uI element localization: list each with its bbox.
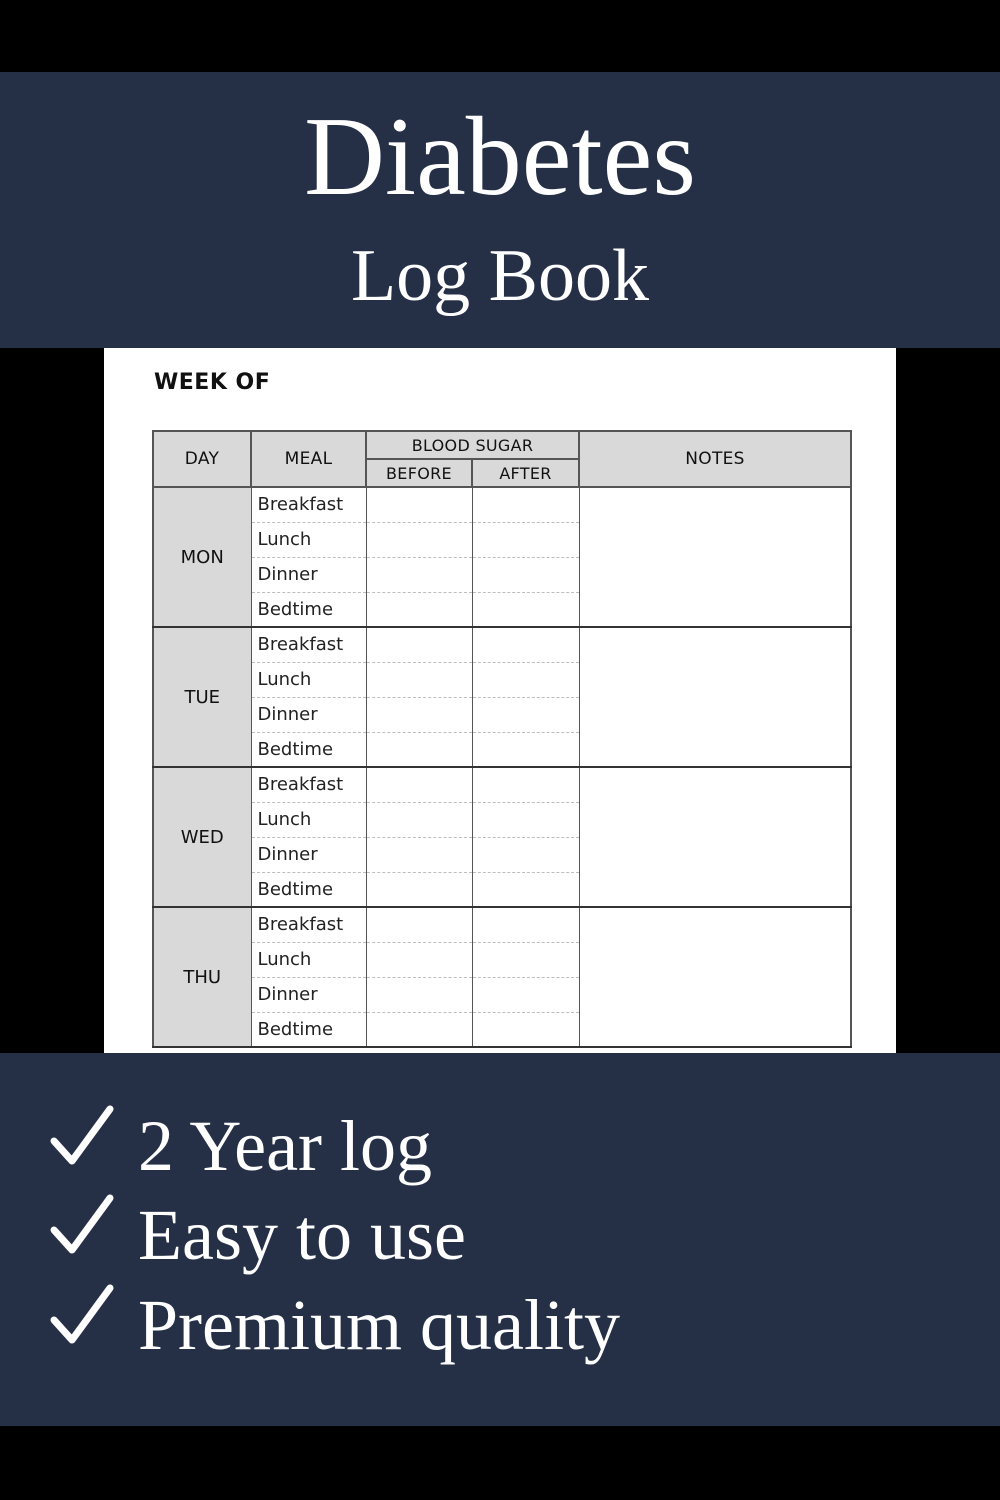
header-blood-sugar: BLOOD SUGAR — [366, 431, 579, 459]
meal-label: Breakfast — [251, 767, 366, 802]
header-before: BEFORE — [366, 459, 472, 487]
blood-sugar-after-cell — [472, 522, 579, 557]
day-label: WED — [153, 767, 251, 907]
meal-label: Bedtime — [251, 732, 366, 767]
feature-label: Premium quality — [138, 1285, 620, 1365]
blood-sugar-before-cell — [366, 802, 472, 837]
blood-sugar-after-cell — [472, 977, 579, 1012]
day-label: THU — [153, 907, 251, 1047]
blood-sugar-before-cell — [366, 487, 472, 522]
meal-label: Breakfast — [251, 907, 366, 942]
table-row — [153, 627, 851, 662]
log-table-body — [153, 487, 851, 1047]
blood-sugar-after-cell — [472, 592, 579, 627]
notes-cell — [579, 767, 851, 907]
blood-sugar-before-cell — [366, 557, 472, 592]
meal-label: Lunch — [251, 662, 366, 697]
notes-cell — [579, 487, 851, 627]
blood-sugar-before-cell — [366, 522, 472, 557]
blood-sugar-after-cell — [472, 942, 579, 977]
log-page-preview — [104, 348, 896, 1053]
feature-label: 2 Year log — [138, 1106, 433, 1186]
blood-sugar-before-cell — [366, 942, 472, 977]
blood-sugar-before-cell — [366, 977, 472, 1012]
blood-sugar-before-cell — [366, 732, 472, 767]
table-row — [153, 487, 851, 522]
meal-label: Bedtime — [251, 1012, 366, 1047]
header-notes: NOTES — [579, 431, 851, 487]
blood-sugar-before-cell — [366, 907, 472, 942]
blood-sugar-after-cell — [472, 627, 579, 662]
blood-sugar-before-cell — [366, 592, 472, 627]
blood-sugar-after-cell — [472, 907, 579, 942]
blood-sugar-after-cell — [472, 732, 579, 767]
blood-sugar-after-cell — [472, 767, 579, 802]
cover-subtitle: Log Book — [350, 235, 650, 317]
blood-sugar-after-cell — [472, 697, 579, 732]
blood-sugar-before-cell — [366, 837, 472, 872]
checkmark-icon — [48, 1103, 114, 1174]
meal-label: Dinner — [251, 557, 366, 592]
meal-label: Lunch — [251, 942, 366, 977]
blood-sugar-after-cell — [472, 1012, 579, 1047]
day-label: MON — [153, 487, 251, 627]
meal-label: Dinner — [251, 837, 366, 872]
feature-item — [48, 1282, 948, 1372]
blood-sugar-before-cell — [366, 662, 472, 697]
blood-sugar-after-cell — [472, 487, 579, 522]
meal-label: Breakfast — [251, 487, 366, 522]
week-of-label: WEEK OF — [154, 370, 271, 395]
meal-label: Bedtime — [251, 592, 366, 627]
blood-sugar-before-cell — [366, 1012, 472, 1047]
blood-sugar-after-cell — [472, 802, 579, 837]
blood-sugar-before-cell — [366, 767, 472, 802]
blood-sugar-after-cell — [472, 872, 579, 907]
meal-label: Bedtime — [251, 872, 366, 907]
feature-item — [48, 1103, 948, 1193]
blood-sugar-after-cell — [472, 837, 579, 872]
header-meal: MEAL — [251, 431, 366, 487]
notes-cell — [579, 627, 851, 767]
table-row — [153, 907, 851, 942]
table-row — [153, 767, 851, 802]
meal-label: Dinner — [251, 697, 366, 732]
meal-label: Lunch — [251, 802, 366, 837]
header-day: DAY — [153, 431, 251, 487]
blood-sugar-before-cell — [366, 697, 472, 732]
feature-label: Easy to use — [138, 1195, 466, 1275]
header-after: AFTER — [472, 459, 579, 487]
log-table — [152, 430, 852, 1048]
checkmark-icon — [48, 1282, 114, 1353]
feature-item — [48, 1192, 948, 1282]
meal-label: Dinner — [251, 977, 366, 1012]
cover-title: Diabetes — [304, 95, 696, 219]
checkmark-icon — [48, 1192, 114, 1263]
blood-sugar-after-cell — [472, 662, 579, 697]
notes-cell — [579, 907, 851, 1047]
meal-label: Breakfast — [251, 627, 366, 662]
meal-label: Lunch — [251, 522, 366, 557]
blood-sugar-after-cell — [472, 557, 579, 592]
blood-sugar-before-cell — [366, 627, 472, 662]
blood-sugar-before-cell — [366, 872, 472, 907]
day-label: TUE — [153, 627, 251, 767]
